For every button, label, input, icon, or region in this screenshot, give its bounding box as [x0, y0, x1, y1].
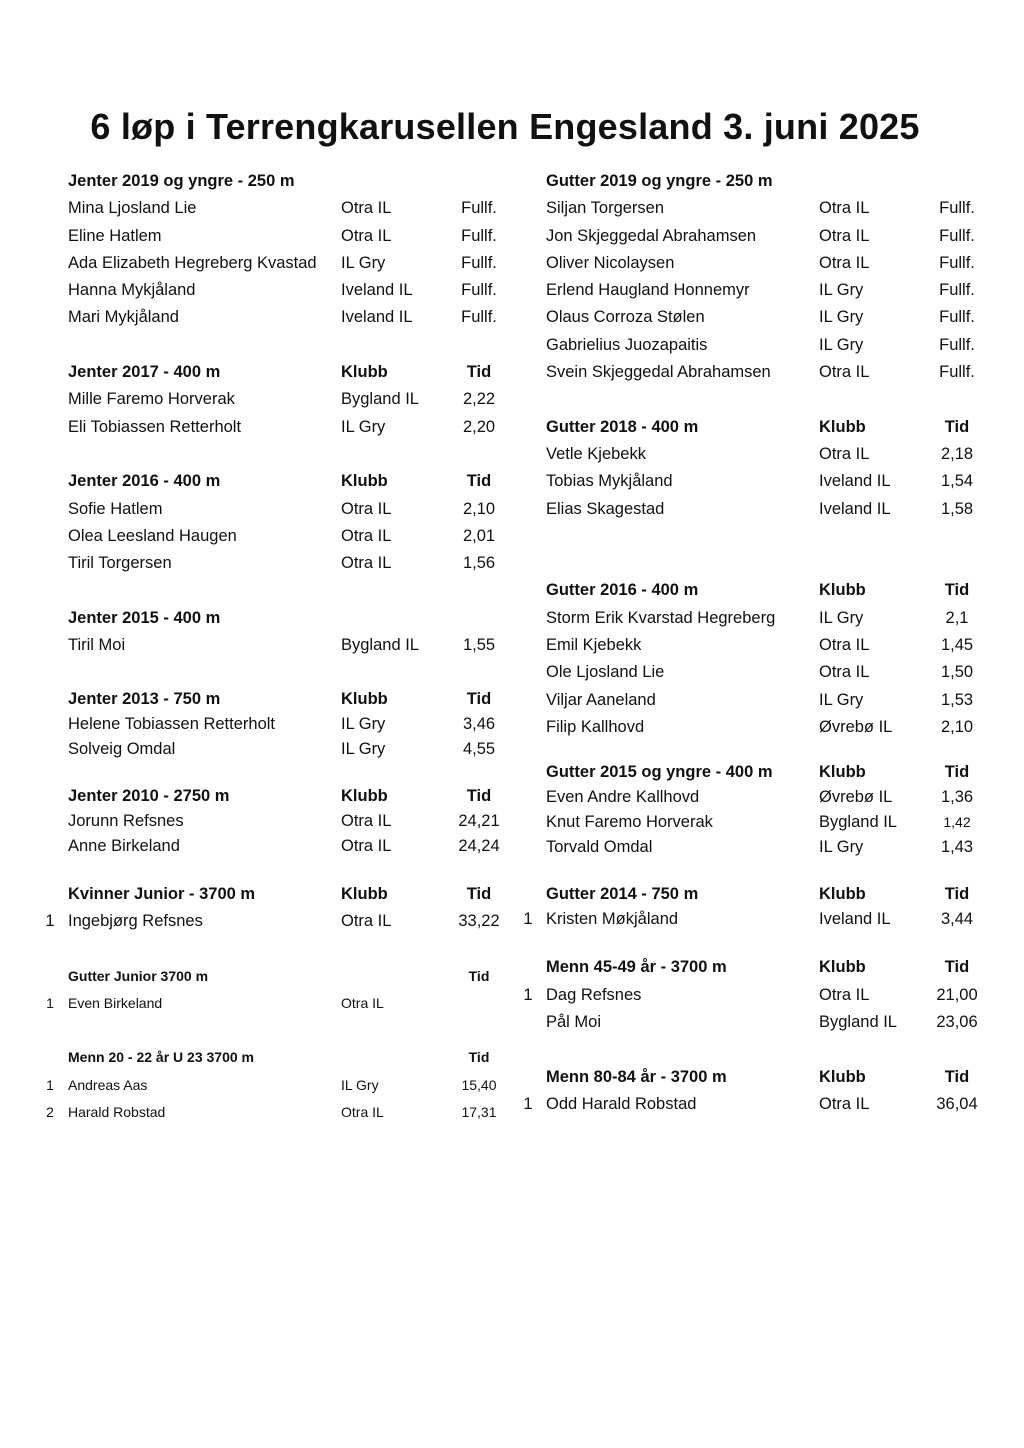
athlete-name: Siljan Torgersen: [546, 199, 665, 218]
result-row: [512, 223, 982, 250]
result-row: [512, 907, 982, 932]
club-column-header: Klubb: [819, 417, 866, 436]
time-column-header: Tid: [944, 581, 970, 600]
result-row: [34, 386, 504, 413]
section-title: Jenter 2019 og yngre - 250 m: [68, 172, 295, 190]
finish-time: Fullf.: [939, 253, 975, 272]
results-section: [34, 687, 504, 762]
athlete-name: Erlend Haugland Honnemyr: [546, 281, 750, 300]
club-name: IL Gry: [819, 281, 864, 300]
result-row: [512, 835, 982, 860]
result-row: [34, 523, 504, 550]
club-column-header: Klubb: [819, 763, 866, 782]
athlete-name: Olea Leesland Haugen: [68, 526, 237, 545]
finish-time: Fullf.: [939, 335, 975, 354]
club-name: Otra IL: [819, 1094, 870, 1113]
result-row: [34, 737, 504, 762]
section-spacer: [512, 386, 982, 413]
section-spacer: [34, 762, 504, 784]
placement: 1: [523, 1094, 533, 1113]
result-row: [512, 605, 982, 632]
right-results-column: [512, 168, 982, 1118]
result-row: [34, 414, 504, 441]
club-column-header: Klubb: [341, 472, 388, 491]
club-column-header: Klubb: [819, 958, 866, 977]
result-row: [512, 1009, 982, 1036]
time-column-header: Tid: [944, 885, 970, 904]
club-column-header: Klubb: [341, 363, 388, 382]
athlete-name: Hanna Mykjåland: [68, 281, 196, 300]
club-name: Otra IL: [341, 911, 392, 930]
time-column-header: Tid: [468, 967, 490, 984]
club-name: Iveland IL: [341, 281, 413, 300]
club-name: IL Gry: [341, 253, 386, 272]
result-row: [512, 659, 982, 686]
athlete-name: Torvald Omdal: [546, 838, 653, 857]
finish-time: 4,55: [462, 739, 496, 758]
club-name: IL Gry: [819, 608, 864, 627]
athlete-name: Vetle Kjebekk: [546, 444, 646, 463]
athlete-name: Ada Elizabeth Hegreberg Kvastad: [68, 253, 317, 272]
athlete-name: Kristen Møkjåland: [546, 910, 679, 929]
results-section: [34, 1044, 504, 1126]
section-header: [512, 577, 982, 604]
result-row: [34, 834, 504, 859]
section-title: Gutter 2014 - 750 m: [546, 885, 699, 904]
club-column-header: Klubb: [341, 786, 388, 805]
placement: 1: [46, 994, 54, 1011]
section-spacer: [512, 523, 982, 550]
athlete-name: Harald Robstad: [68, 1104, 166, 1121]
finish-time: 1,56: [462, 554, 496, 573]
athlete-name: Tiril Torgersen: [68, 554, 172, 573]
time-column-header: Tid: [944, 1067, 970, 1086]
club-name: Otra IL: [341, 994, 384, 1011]
result-row: [512, 810, 982, 835]
finish-time: 36,04: [936, 1094, 978, 1113]
section-spacer: [512, 932, 982, 954]
section-spacer: [34, 859, 504, 881]
finish-time: Fullf.: [461, 253, 497, 272]
athlete-name: Sofie Hatlem: [68, 499, 163, 518]
placement: 1: [46, 1076, 54, 1093]
time-column-header: Tid: [466, 472, 492, 491]
club-name: Otra IL: [819, 985, 870, 1004]
club-name: IL Gry: [341, 739, 386, 758]
result-row: [512, 250, 982, 277]
athlete-name: Solveig Omdal: [68, 739, 176, 758]
results-section: [34, 468, 504, 577]
result-row: [34, 908, 504, 935]
results-section: [512, 414, 982, 523]
section-spacer: [34, 332, 504, 359]
section-header: [34, 881, 504, 908]
result-row: [34, 712, 504, 737]
club-name: IL Gry: [819, 838, 864, 857]
placement: 2: [46, 1104, 54, 1121]
time-column-header: Tid: [468, 1049, 490, 1066]
club-name: Øvrebø IL: [819, 717, 893, 736]
athlete-name: Jon Skjeggedal Abrahamsen: [546, 226, 757, 245]
section-header: [512, 954, 982, 981]
placement: 1: [523, 985, 533, 1004]
section-header: [34, 687, 504, 712]
section-header: [34, 784, 504, 809]
athlete-name: Odd Harald Robstad: [546, 1094, 697, 1113]
section-spacer: [34, 1017, 504, 1044]
result-row: [512, 982, 982, 1009]
time-column-header: Tid: [466, 689, 492, 708]
club-name: Otra IL: [819, 363, 870, 382]
athlete-name: Elias Skagestad: [546, 499, 665, 518]
club-name: Otra IL: [819, 444, 870, 463]
club-name: Otra IL: [341, 199, 392, 218]
section-header: [512, 882, 982, 907]
result-row: [512, 304, 982, 331]
section-title: Gutter 2018 - 400 m: [546, 417, 699, 436]
club-name: Bygland IL: [341, 390, 419, 409]
club-name: Iveland IL: [819, 472, 891, 491]
result-row: [512, 496, 982, 523]
athlete-name: Knut Faremo Horverak: [546, 813, 713, 832]
athlete-name: Andreas Aas: [68, 1076, 148, 1093]
athlete-name: Ingebjørg Refsnes: [68, 911, 203, 930]
time-column-header: Tid: [944, 958, 970, 977]
club-name: Bygland IL: [341, 636, 419, 655]
finish-time: 24,24: [458, 836, 500, 855]
athlete-name: Mari Mykjåland: [68, 308, 179, 327]
club-column-header: Klubb: [341, 689, 388, 708]
result-row: [512, 359, 982, 386]
athlete-name: Dag Refsnes: [546, 985, 642, 1004]
finish-time: Fullf.: [461, 308, 497, 327]
section-title: Gutter Junior 3700 m: [68, 967, 209, 984]
club-name: Otra IL: [341, 811, 392, 830]
result-row: [34, 223, 504, 250]
section-title: Gutter 2019 og yngre - 250 m: [546, 172, 773, 190]
finish-time: 1,43: [940, 838, 974, 857]
section-title: Jenter 2017 - 400 m: [68, 363, 221, 382]
section-title: Gutter 2016 - 400 m: [546, 581, 699, 600]
athlete-name: Filip Kallhovd: [546, 717, 645, 736]
time-column-header: Tid: [466, 363, 492, 382]
result-row: [34, 195, 504, 222]
finish-time: 1,50: [940, 663, 974, 682]
club-name: IL Gry: [819, 335, 864, 354]
section-header: [34, 963, 504, 990]
result-row: [512, 785, 982, 810]
club-name: Iveland IL: [341, 308, 413, 327]
section-spacer: [34, 659, 504, 686]
section-title: Jenter 2015 - 400 m: [68, 608, 221, 627]
section-header: [512, 1064, 982, 1091]
athlete-name: Eline Hatlem: [68, 226, 162, 245]
section-spacer: [34, 441, 504, 468]
club-column-header: Klubb: [819, 885, 866, 904]
time-column-header: Tid: [944, 417, 970, 436]
finish-time: 1,45: [940, 636, 974, 655]
finish-time: Fullf.: [461, 226, 497, 245]
section-title: Gutter 2015 og yngre - 400 m: [546, 763, 773, 782]
section-title: Jenter 2016 - 400 m: [68, 472, 221, 491]
athlete-name: Svein Skjeggedal Abrahamsen: [546, 363, 771, 382]
section-header: [34, 1044, 504, 1071]
athlete-name: Tiril Moi: [68, 636, 126, 655]
result-row: [512, 632, 982, 659]
result-row: [512, 468, 982, 495]
athlete-name: Tobias Mykjåland: [546, 472, 673, 491]
results-section: [512, 954, 982, 1036]
result-row: [34, 250, 504, 277]
finish-time: 1,53: [940, 690, 974, 709]
finish-time: 2,1: [945, 608, 969, 627]
results-section: [512, 577, 982, 741]
club-column-header: Klubb: [341, 884, 388, 903]
athlete-name: Pål Moi: [546, 1012, 602, 1031]
time-column-header: Tid: [466, 884, 492, 903]
result-row: [512, 277, 982, 304]
time-column-header: Tid: [466, 786, 492, 805]
result-row: [34, 809, 504, 834]
result-row: [34, 496, 504, 523]
athlete-name: Olaus Corroza Stølen: [546, 308, 705, 327]
finish-time: 3,44: [940, 910, 974, 929]
results-section: [34, 605, 504, 660]
section-title: Menn 20 - 22 år U 23 3700 m: [68, 1049, 254, 1066]
result-row: [34, 277, 504, 304]
result-row: [512, 1091, 982, 1118]
club-name: IL Gry: [341, 714, 386, 733]
club-name: IL Gry: [819, 690, 864, 709]
club-name: Otra IL: [819, 226, 870, 245]
athlete-name: Viljar Aaneland: [546, 690, 656, 709]
finish-time: Fullf.: [461, 199, 497, 218]
result-row: [34, 990, 504, 1017]
placement: 1: [45, 911, 55, 930]
section-title: Menn 80-84 år - 3700 m: [546, 1067, 727, 1086]
club-name: IL Gry: [341, 1076, 379, 1093]
club-name: IL Gry: [819, 308, 864, 327]
finish-time: 15,40: [461, 1076, 497, 1093]
finish-time: 17,31: [461, 1104, 497, 1121]
finish-time: 2,01: [462, 526, 496, 545]
finish-time: Fullf.: [939, 226, 975, 245]
finish-time: Fullf.: [939, 199, 975, 218]
section-header: [512, 168, 982, 195]
section-title: Kvinner Junior - 3700 m: [68, 884, 256, 903]
finish-time: 24,21: [458, 811, 500, 830]
results-section: [512, 1064, 982, 1119]
athlete-name: Mina Ljosland Lie: [68, 199, 197, 218]
athlete-name: Ole Ljosland Lie: [546, 663, 665, 682]
section-spacer: [512, 860, 982, 882]
finish-time: 23,06: [936, 1012, 978, 1031]
result-row: [34, 550, 504, 577]
athlete-name: Mille Faremo Horverak: [68, 390, 235, 409]
club-name: Otra IL: [819, 636, 870, 655]
results-section: [512, 882, 982, 932]
result-row: [512, 441, 982, 468]
finish-time: 33,22: [458, 911, 500, 930]
athlete-name: Storm Erik Kvarstad Hegreberg: [546, 608, 776, 627]
finish-time: 2,10: [940, 717, 974, 736]
result-row: [34, 1072, 504, 1099]
results-section: [34, 359, 504, 441]
finish-time: 2,10: [462, 499, 496, 518]
result-row: [34, 1099, 504, 1126]
athlete-name: Oliver Nicolaysen: [546, 253, 675, 272]
section-header: [34, 468, 504, 495]
placement: 1: [523, 910, 533, 929]
finish-time: 1,36: [940, 788, 974, 807]
time-column-header: Tid: [944, 763, 970, 782]
club-column-header: Klubb: [819, 581, 866, 600]
section-spacer: [512, 1036, 982, 1063]
club-name: Otra IL: [819, 253, 870, 272]
club-name: Bygland IL: [819, 813, 897, 832]
club-name: Otra IL: [819, 199, 870, 218]
results-section: [34, 168, 504, 332]
result-row: [34, 632, 504, 659]
results-section: [34, 881, 504, 936]
club-name: Øvrebø IL: [819, 788, 893, 807]
results-section: [512, 168, 982, 386]
section-header: [512, 760, 982, 785]
athlete-name: Jorunn Refsnes: [68, 811, 184, 830]
club-name: Iveland IL: [819, 499, 891, 518]
result-row: [512, 714, 982, 741]
finish-time: Fullf.: [461, 281, 497, 300]
finish-time: 2,20: [462, 417, 496, 436]
club-name: Otra IL: [341, 1104, 384, 1121]
athlete-name: Helene Tobiassen Retterholt: [68, 714, 275, 733]
section-spacer: [34, 935, 504, 962]
results-section: [512, 760, 982, 860]
section-header: [512, 414, 982, 441]
athlete-name: Emil Kjebekk: [546, 636, 642, 655]
result-row: [512, 195, 982, 222]
section-title: Jenter 2010 - 2750 m: [68, 786, 230, 805]
finish-time: 1,42: [943, 814, 971, 831]
finish-time: 1,55: [462, 636, 496, 655]
club-name: Otra IL: [341, 499, 392, 518]
section-title: Jenter 2013 - 750 m: [68, 689, 221, 708]
result-row: [512, 687, 982, 714]
section-spacer: [512, 741, 982, 760]
athlete-name: Even Andre Kallhovd: [546, 788, 700, 807]
club-name: Otra IL: [341, 526, 392, 545]
club-name: IL Gry: [341, 417, 386, 436]
left-results-column: [34, 168, 504, 1126]
results-section: [34, 963, 504, 1018]
finish-time: Fullf.: [939, 281, 975, 300]
athlete-name: Gabrielius Juozapaitis: [546, 335, 708, 354]
club-column-header: Klubb: [819, 1067, 866, 1086]
finish-time: 1,58: [940, 499, 974, 518]
club-name: Otra IL: [819, 663, 870, 682]
club-name: Otra IL: [341, 836, 392, 855]
finish-time: Fullf.: [939, 308, 975, 327]
athlete-name: Eli Tobiassen Retterholt: [68, 417, 242, 436]
club-name: Otra IL: [341, 554, 392, 573]
finish-time: 2,22: [462, 390, 496, 409]
athlete-name: Anne Birkeland: [68, 836, 180, 855]
finish-time: 2,18: [940, 444, 974, 463]
finish-time: 3,46: [462, 714, 496, 733]
finish-time: 21,00: [936, 985, 978, 1004]
finish-time: 1,54: [940, 472, 974, 491]
page-title: 6 løp i Terrengkarusellen Engesland 3. juni 2025: [90, 106, 920, 147]
section-header: [34, 168, 504, 195]
section-title: Menn 45-49 år - 3700 m: [546, 958, 727, 977]
finish-time: Fullf.: [939, 363, 975, 382]
result-row: [34, 304, 504, 331]
athlete-name: Even Birkeland: [68, 994, 163, 1011]
club-name: Otra IL: [341, 226, 392, 245]
club-name: Bygland IL: [819, 1012, 897, 1031]
section-header: [34, 359, 504, 386]
section-header: [34, 605, 504, 632]
results-section: [34, 784, 504, 859]
section-spacer: [34, 577, 504, 604]
result-row: [512, 332, 982, 359]
club-name: Iveland IL: [819, 910, 891, 929]
